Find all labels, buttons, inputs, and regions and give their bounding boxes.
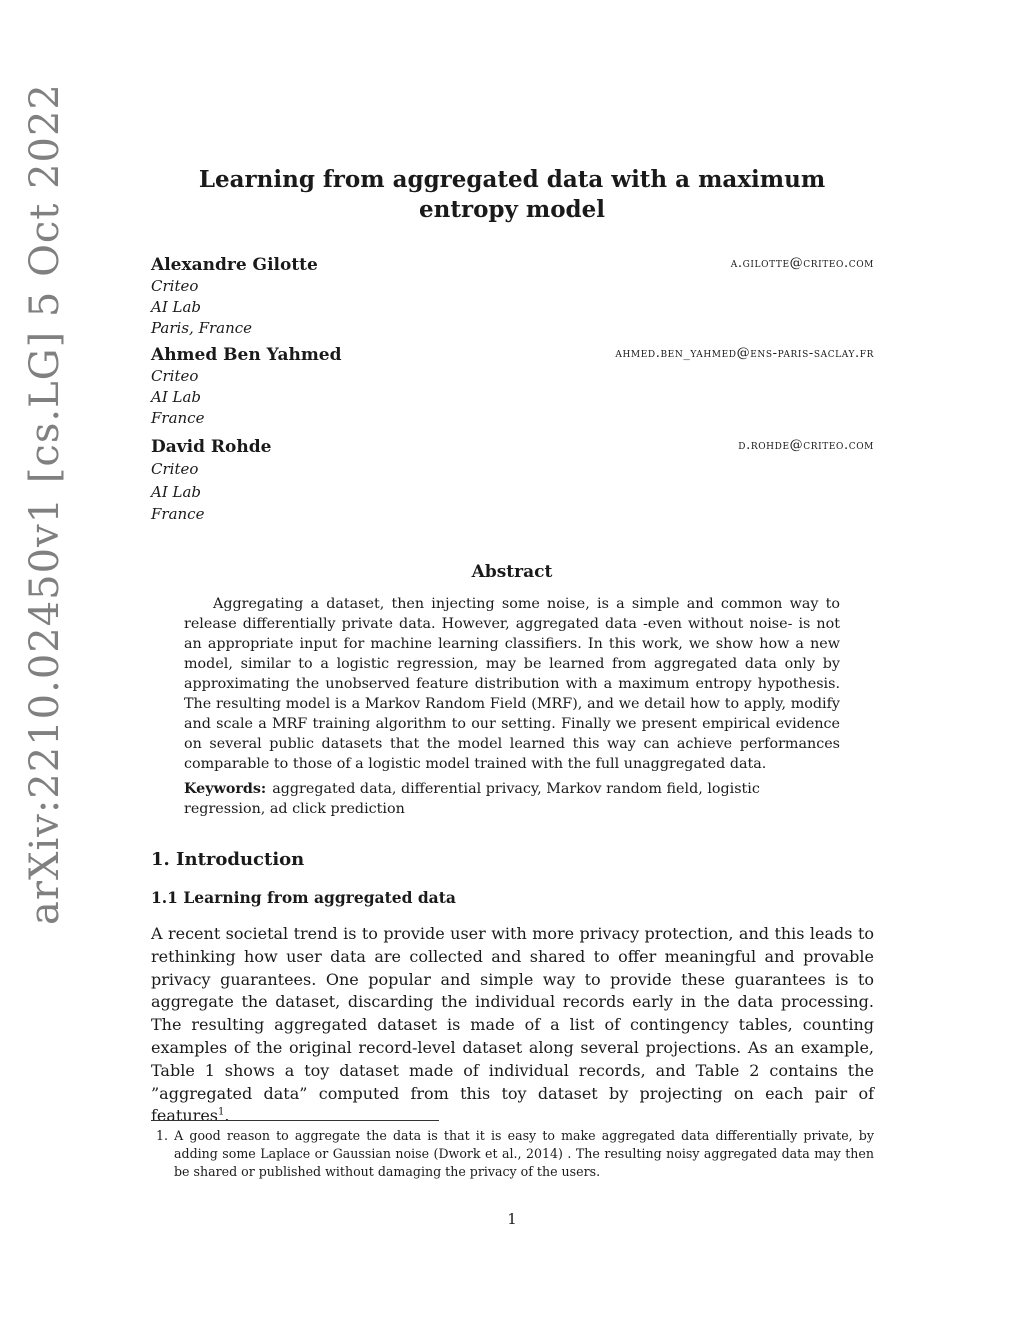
footnote-number: 1. (156, 1128, 169, 1143)
author-affiliation-lab: AI Lab (151, 298, 202, 316)
footnote-rule (151, 1120, 439, 1121)
author-affiliation-org: Criteo (151, 277, 199, 295)
body-paragraph (151, 923, 874, 1128)
author-email[interactable]: ahmed.ben_yahmed@ens-paris-saclay.fr (615, 346, 874, 361)
author-affiliation-lab: AI Lab (151, 482, 202, 501)
author-name: David Rohde (151, 437, 272, 457)
section-heading: 1. Introduction (151, 849, 305, 870)
author-email[interactable]: a.gilotte@criteo.com (730, 256, 874, 271)
author-name: Alexandre Gilotte (151, 255, 318, 275)
author-name: Ahmed Ben Yahmed (151, 345, 342, 365)
body-text-end: . (224, 1106, 230, 1126)
keywords-label: Keywords: (184, 781, 267, 797)
author-email[interactable]: d.rohde@criteo.com (738, 438, 874, 453)
author-affiliation-org: Criteo (151, 460, 199, 478)
abstract-heading: Abstract (471, 562, 553, 582)
footnote-text: A good reason to aggregate the data is that it is easy to make aggregated data differentially private, by adding some Laplace or Gaussian noise (Dwork et al., 2014) . The resulting noisy aggregated data may then be shared or published without damaging the privacy of the users. (174, 1128, 874, 1179)
subsection-heading: 1.1 Learning from aggregated data (151, 888, 456, 907)
author-affiliation-location: France (151, 409, 205, 427)
author-affiliation-lab: AI Lab (151, 388, 202, 406)
arxiv-identifier-stamp: arXiv:2210.02450v1 [cs.LG] 5 Oct 2022 (22, 83, 68, 925)
author-affiliation-org: Criteo (151, 367, 199, 385)
footnote (151, 1127, 874, 1181)
footnote-marker[interactable]: 1 (218, 1107, 225, 1119)
body-text: A recent societal trend is to provide user with more privacy protection, and this leads to rethinking how user data are collected and shared to offer meaningful and provable privacy guarantees. One popular and simple way to provide these guarantees is to aggregate the dataset, discarding the individual records early in the data processing. The resulting aggregated dataset is made of a list of contingency tables, counting examples of the original record-level dataset along several projections. As an example, Table 1 shows a toy dataset made of individual records, and Table 2 contains the ”aggregated data” computed from this toy dataset by projecting on each pair of features (151, 924, 874, 1126)
author-block (151, 254, 874, 339)
keywords (184, 779, 840, 819)
author-block (151, 344, 874, 429)
paper-title: Learning from aggregated data with a maximum entropy model (198, 166, 826, 223)
author-affiliation-location: Paris, France (151, 319, 253, 337)
abstract-text: Aggregating a dataset, then injecting some noise, is a simple and common way to release differentially private data. However, aggregated data -even without noise- is not an appropriate input for machine learning classifiers. In this work, we show how a new model, similar to a logistic regression, may be learned from aggregated data only by approximating the unobserved feature distribution with a maximum entropy hypothesis. The resulting model is a Markov Random Field (MRF), and we detail how to apply, modify and scale a MRF training algorithm to our setting. Finally we present empirical evidence on several public datasets that the model learned this way can achieve performances comparable to those of a logistic model trained with the full unaggregated data. (184, 596, 840, 772)
author-block (151, 436, 874, 526)
keywords-list: aggregated data, differential privacy, Markov random field, logistic regression, ad click prediction (184, 781, 760, 817)
author-affiliation-location: France (151, 505, 205, 523)
page-number: 1 (507, 1210, 517, 1228)
